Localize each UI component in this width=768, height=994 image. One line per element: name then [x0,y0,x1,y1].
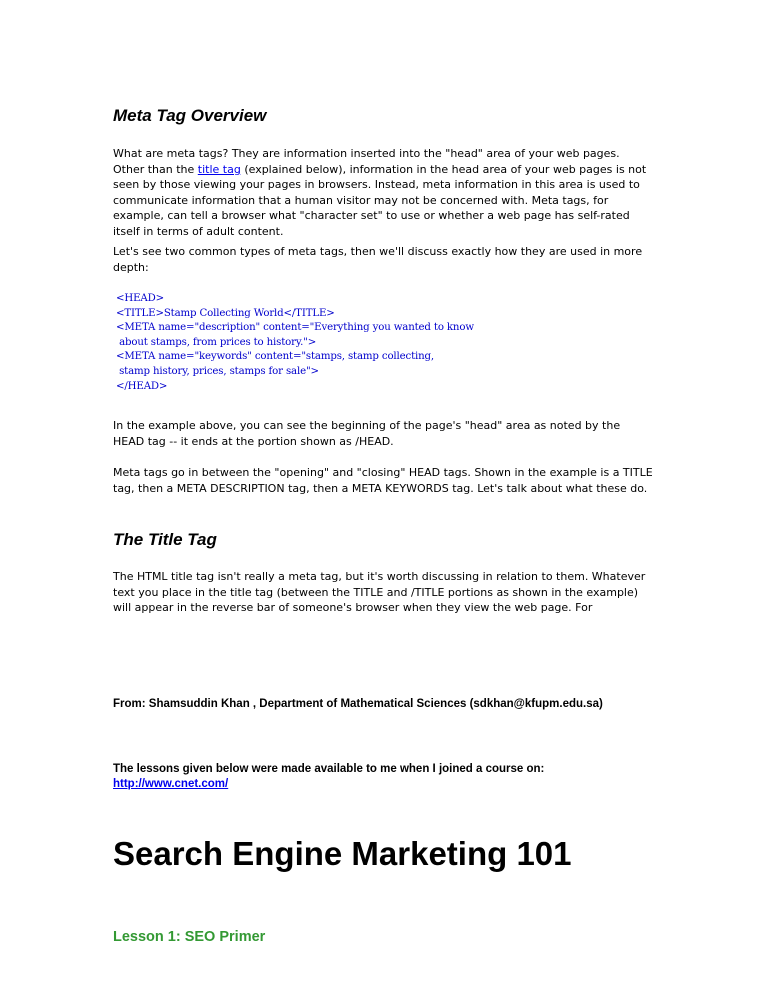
meta-overview-paragraph-1 [113,146,653,240]
title-tag-heading: The Title Tag [113,530,217,549]
cnet-link-line [113,777,228,792]
meta-overview-paragraph-4: Meta tags go in between the "opening" and "closing" HEAD tags. Shown in the example is a TITLE tag, then a META DESCRIPTION tag, then a META KEYWORDS tag. Let's talk about what these do. [113,466,653,495]
cnet-link[interactable]: http://www.cnet.com/ [113,778,229,790]
attribution-from-line: From: Shamsuddin Khan , Department of Mathematical Sciences (sdkhan@kfupm.edu.sa) [113,698,603,710]
title-tag-paragraph: The HTML title tag isn't really a meta tag, but it's worth discussing in relation to them. Whatever text you place in the title tag (between the TITLE and /TITLE portions as shown in the example) will appear in the reverse bar of someone's browser when they view the web page. For [113,570,646,615]
title-tag-link[interactable]: title tag [197,162,241,176]
code-example-image: <HEAD> <TITLE>Stamp Collecting World</TITLE> <META name="description" content="Everything you wanted to know about stamps, from prices to history."> <META name="keywords" content="stamps, stamp collecting, stamp history, prices, stamps for sale"> </HEAD> [116,293,474,392]
para1-text-after-link: (explained below), information in the head area of your web pages is not seen by those viewing your pages in browsers. Instead, meta information in this area is used to communicate information that a human visitor may not be concerned with. Meta tags, for example, can tell a browser what "character set" to use or whether a web page has self-rated itself in terms of adult content. [113,162,647,238]
lessons-intro-line: The lessons given below were made available to me when I joined a course on: [113,763,545,775]
meta-tag-overview-heading: Meta Tag Overview [113,106,267,125]
lesson-1-heading: Lesson 1: SEO Primer [113,929,266,945]
para1-text-before-link: What are meta tags? They are information inserted into the "head" area of your web pages. Other than the [113,147,620,176]
meta-overview-paragraph-2: Let's see two common types of meta tags, then we'll discuss exactly how they are used in more depth: [113,245,643,274]
course-title: Search Engine Marketing 101 [113,835,572,872]
meta-overview-paragraph-3: In the example above, you can see the beginning of the page's "head" area as noted by the HEAD tag -- it ends at the portion shown as /HEAD. [113,419,621,448]
